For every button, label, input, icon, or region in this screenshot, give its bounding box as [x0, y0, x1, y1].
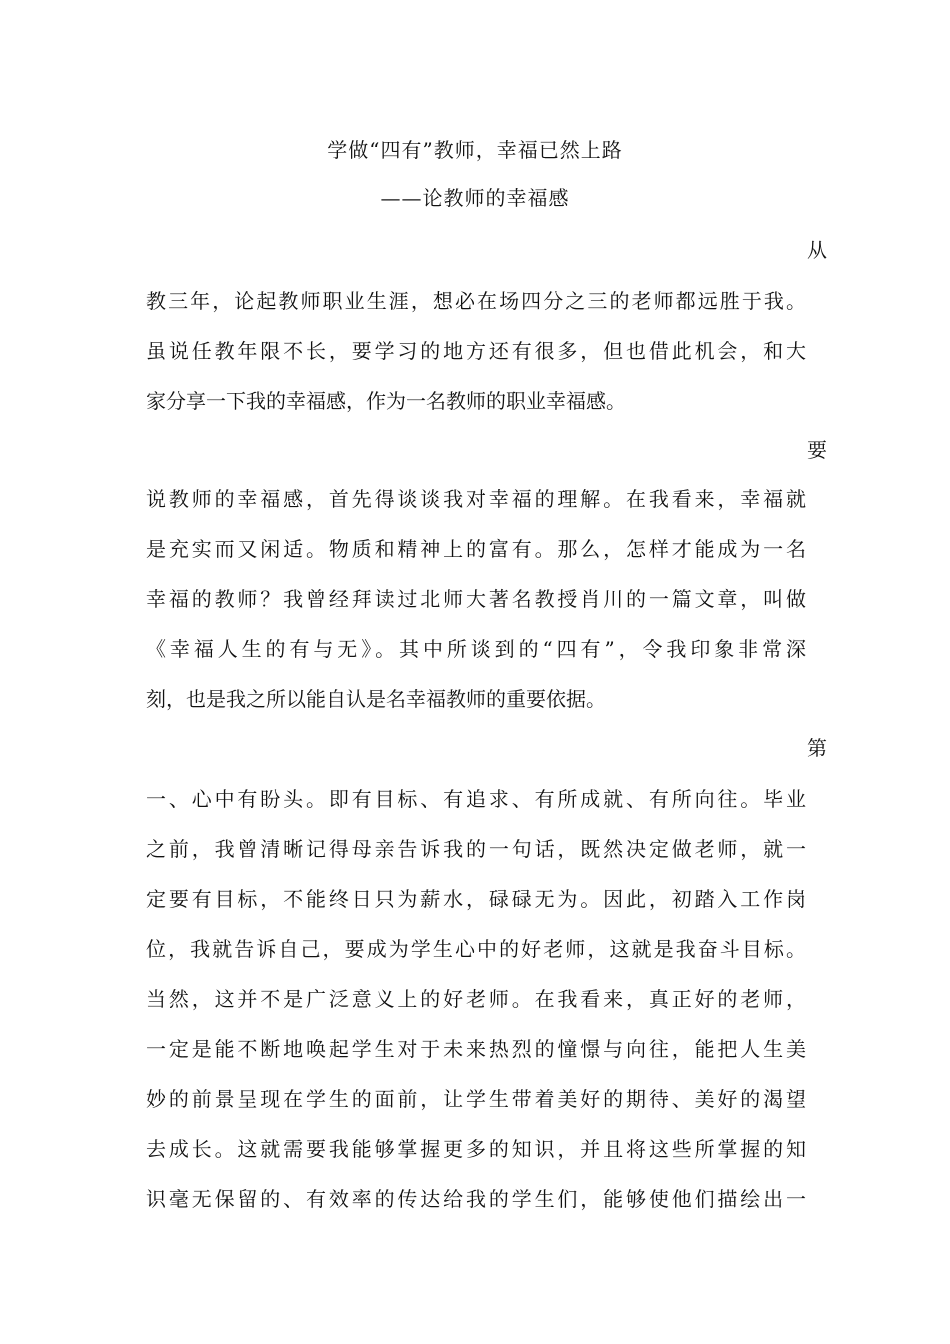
paragraph-1-line-3: 家分享一下我的幸福感，作为一名教师的职业幸福感。 [146, 389, 626, 413]
paragraph-3-line-3: 定要有目标，不能终日只为薪水，碌碌无为。因此，初踏入工作岗 [146, 887, 806, 911]
paragraph-3-line-1: 一、心中有盼头。即有目标、有追求、有所成就、有所向往。毕业 [146, 787, 806, 811]
document-title: 学做“四有”教师，幸福已然上路 [327, 138, 623, 162]
document-subtitle: ——论教师的幸福感 [380, 186, 570, 210]
paragraph-3-lead-char: 第 [807, 736, 827, 760]
paragraph-3-line-7: 妙的前景呈现在学生的面前，让学生带着美好的期待、美好的渴望 [146, 1087, 806, 1111]
paragraph-3-line-4: 位，我就告诉自己，要成为学生心中的好老师，这就是我奋斗目标。 [146, 937, 806, 961]
paragraph-2-lead-char: 要 [807, 438, 827, 462]
paragraph-3-line-5: 当然，这并不是广泛意义上的好老师。在我看来，真正好的老师， [146, 987, 806, 1011]
paragraph-2-line-3: 幸福的教师？我曾经拜读过北师大著名教授肖川的一篇文章，叫做 [146, 587, 806, 611]
paragraph-3-line-6: 一定是能不断地唤起学生对于未来热烈的憧憬与向往，能把人生美 [146, 1037, 806, 1061]
paragraph-2-line-4: 《幸福人生的有与无》。其中所谈到的“四有”，令我印象非常深 [146, 637, 806, 661]
paragraph-3-line-2: 之前，我曾清晰记得母亲告诉我的一句话，既然决定做老师，就一 [146, 837, 806, 861]
paragraph-3-line-9: 识毫无保留的、有效率的传达给我的学生们，能够使他们描绘出一 [146, 1187, 806, 1211]
paragraph-2-line-2: 是充实而又闲适。物质和精神上的富有。那么，怎样才能成为一名 [146, 537, 806, 561]
paragraph-1-lead-char: 从 [807, 238, 827, 262]
paragraph-2-line-1: 说教师的幸福感，首先得谈谈我对幸福的理解。在我看来，幸福就 [146, 487, 806, 511]
paragraph-1-line-1: 教三年，论起教师职业生涯，想必在场四分之三的老师都远胜于我。 [146, 289, 806, 313]
paragraph-3-line-8: 去成长。这就需要我能够掌握更多的知识，并且将这些所掌握的知 [146, 1137, 806, 1161]
paragraph-2-line-5: 刻，也是我之所以能自认是名幸福教师的重要依据。 [146, 687, 606, 711]
paragraph-1-line-2: 虽说任教年限不长，要学习的地方还有很多，但也借此机会，和大 [146, 339, 806, 363]
